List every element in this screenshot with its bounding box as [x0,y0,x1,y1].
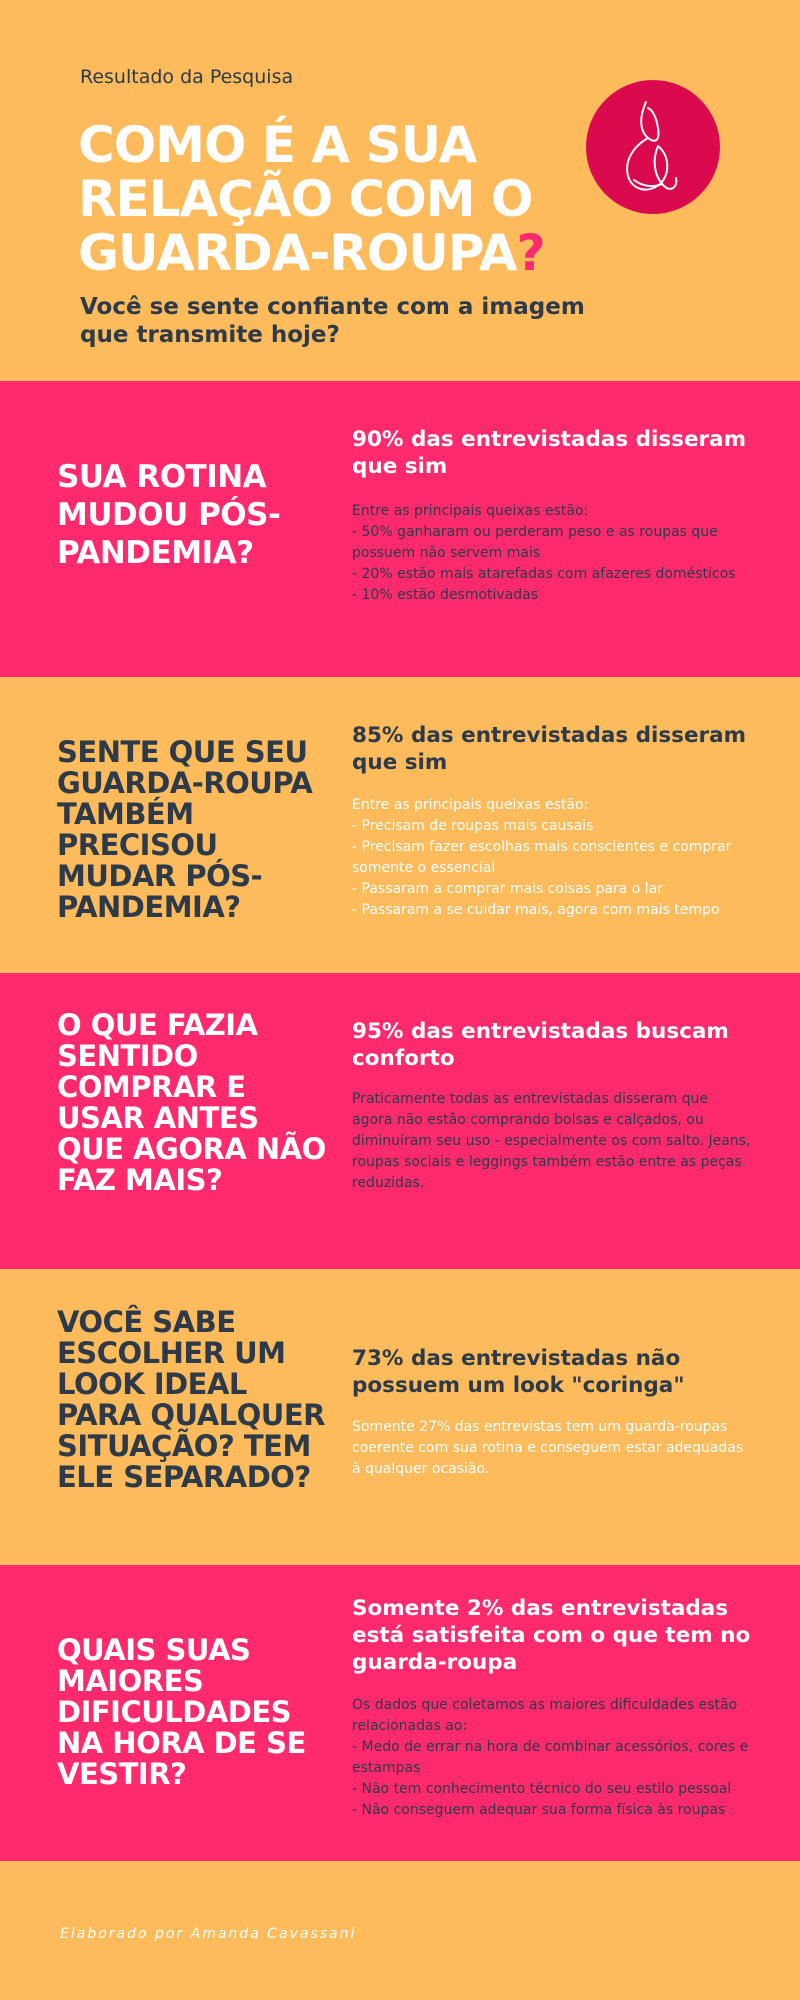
section-body-line: - Passaram a comprar mais coisas para o lar [352,881,663,897]
section-difficulties [0,1565,800,1861]
brand-logo-icon [586,80,720,214]
section-body [352,501,752,606]
section-question: SENTE QUE SEU GUARDA-ROUPA TAMBÉM PRECISOU MUDAR PÓS-PANDEMIA? [57,735,313,924]
section-headline: 73% das entrevistadas não possuem um look "coringa" [352,1346,685,1398]
survey-subtitle: Resultado da Pesquisa [80,66,294,88]
header [0,0,800,381]
page-title-text: COMO É A SUA RELAÇÃO COM O GUARDA-ROUPA [78,116,533,282]
section-body-line: - 20% estão mais atarefadas com afazeres domésticos [352,566,736,582]
section-body-line: - Não tem conhecimento técnico do seu estilo pessoal [352,1781,732,1797]
section-body-line: Praticamente todas as entrevistadas disseram que agora não estão comprando bolsas e calçados, ou diminuíram seu uso - especialmente os com salto. Jeans, roupas sociais e leggings também estão entre as peças reduzidas. [352,1091,751,1191]
section-body-line: Entre as principais queixas estão: [352,503,589,519]
section-question: VOCÊ SABE ESCOLHER UM LOOK IDEAL PARA QUALQUER SITUAÇÃO? TEM ELE SEPARADO? [57,1305,325,1494]
section-comfort [0,973,800,1269]
section-body-line: Os dados que coletamos as maiores dificuldades estão relacionadas ao: [352,1697,738,1734]
section-body-line: - Precisam fazer escolhas mais conscientes e comprar somente o essencial [352,839,732,876]
section-body [352,795,752,921]
section-headline: 95% das entrevistadas buscam conforto [352,1019,729,1071]
section-headline: 85% das entrevistadas disseram que sim [352,723,747,775]
section-ideal-look [0,1269,800,1565]
section-body [352,1089,752,1194]
section-body-line: - Medo de errar na hora de combinar acessórios, cores e estampas [352,1739,749,1776]
section-body-line: - 50% ganharam ou perderam peso e as roupas que possuem não servem mais [352,524,718,561]
section-headline: Somente 2% das entrevistadas está satisfeita com o que tem no guarda-roupa [352,1596,751,1675]
section-body-line: - Passaram a se cuidar mais, agora com mais tempo [352,902,720,918]
section-question: SUA ROTINA MUDOU PÓS-PANDEMIA? [57,459,281,571]
section-body [352,1417,752,1480]
section-body-line: Entre as principais queixas estão: [352,797,589,813]
page-title-question-mark: ? [516,224,545,282]
section-headline: 90% das entrevistadas disseram que sim [352,427,747,479]
section-wardrobe-change [0,677,800,973]
section-question: O QUE FAZIA SENTIDO COMPRAR E USAR ANTES QUE AGORA NÃO FAZ MAIS? [57,1008,326,1197]
author-credit: Elaborado por Amanda Cavassani [60,1926,357,1942]
section-body-line: - Precisam de roupas mais causais [352,818,594,834]
section-body [352,1695,752,1821]
page-title [78,118,598,280]
section-body-line: Somente 27% das entrevistas tem um guarda-roupas coerente com sua rotina e conseguem estar adequadas à qualquer ocasião. [352,1419,744,1477]
intro-question: Você se sente confiante com a imagem que transmite hoje? [80,294,585,348]
section-body-line: - 10% estão desmotivadas [352,587,539,603]
section-routine [0,381,800,677]
section-question: QUAIS SUAS MAIORES DIFICULDADES NA HORA DE SE VESTIR? [57,1633,306,1791]
section-body-line: - Não conseguem adequar sua forma física às roupas [352,1802,726,1818]
